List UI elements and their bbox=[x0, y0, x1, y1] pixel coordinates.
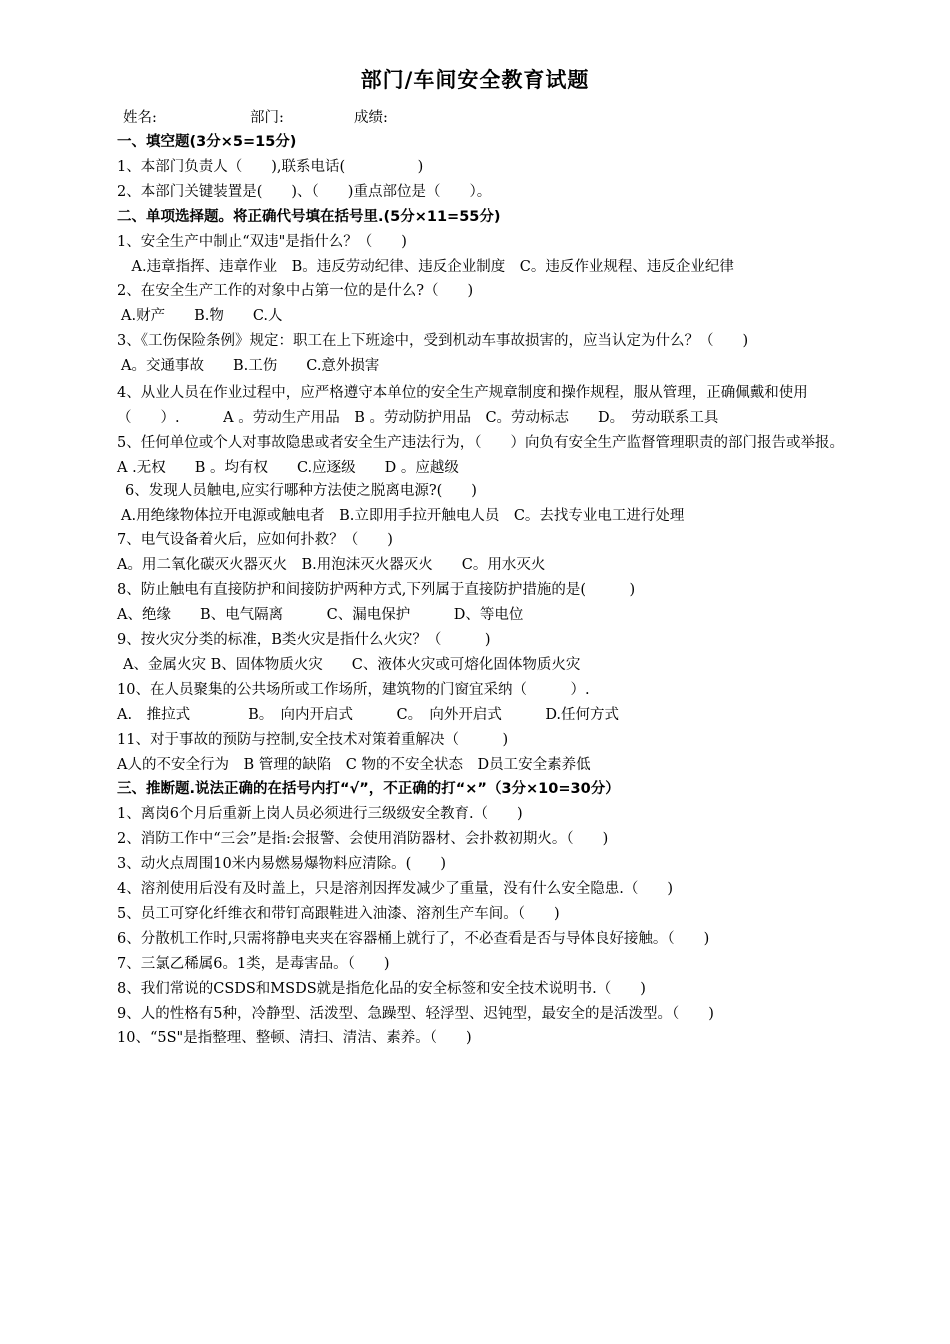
question-line: A人的不安全行为 B 管理的缺陷 C 物的不安全状态 D员工安全素养低 bbox=[117, 756, 591, 773]
question-line: 11、对于事故的预防与控制,安全技术对策着重解决（ ) bbox=[117, 731, 509, 748]
question-line: A.用绝缘物体拉开电源或触电者 B.立即用手拉开触电人员 C。去找专业电工进行处理 bbox=[121, 507, 685, 524]
section-heading: 一、填空题(3分×5=15分) bbox=[117, 134, 297, 150]
question-line: 9、按火灾分类的标准，B类火灾是指什么火灾？（ ) bbox=[117, 632, 491, 648]
question-line: 4、溶剂使用后没有及时盖上，只是溶剂因挥发减少了重量，没有什么安全隐患.（ ) bbox=[117, 881, 673, 897]
question-line: A.财产 B.物 C.人 bbox=[121, 308, 283, 325]
question-line: 9、人的性格有5种，冷静型、活泼型、急躁型、轻浮型、迟钝型，最安全的是活泼型。（ ) bbox=[117, 1005, 714, 1022]
question-line: 10、在人员聚集的公共场所或工作场所，建筑物的门窗宜采纳（ ）. bbox=[117, 681, 590, 698]
question-line: 6、分散机工作时,只需将静电夹夹在容器桶上就行了，不必查看是否与导体良好接触。（ ) bbox=[117, 930, 710, 947]
question-line: 3、动火点周围10米内易燃易爆物料应清除。( ) bbox=[117, 856, 446, 873]
question-line: 5、任何单位或个人对事故隐患或者安全生产违法行为，（ ）向负有安全生产监督管理职责的部门报告或举报。 A .无权 B 。均有权 C.应逐级 D 。应越级 bbox=[117, 434, 866, 476]
question-line: 4、从业人员在作业过程中，应严格遵守本单位的安全生产规章制度和操作规程，服从管理，正确佩戴和使用（ ）. A 。劳动生产用品 B 。劳动防护用品 C。劳动标志 D。 劳动联系工具 bbox=[117, 385, 808, 426]
question-line: 1、本部门负责人（ ),联系电话( ) bbox=[117, 158, 424, 175]
question-line: 8、防止触电有直接防护和间接防护两种方式,下列属于直接防护措施的是( ) bbox=[117, 582, 636, 599]
question-line: A、金属火灾 B、固体物质火灾 C、液体火灾或可熔化固体物质火灾 bbox=[123, 656, 581, 673]
question-line: A、绝缘 B、电气隔离 C、漏电保护 D、等电位 bbox=[117, 607, 524, 624]
student-info-row bbox=[117, 108, 837, 128]
section-heading: 三、推断题.说法正确的在括号内打“√”，不正确的打“×”（3分×10=30分） bbox=[117, 781, 620, 798]
question-line: 10、“5S"是指整理、整顿、清扫、清洁、素养。（ ) bbox=[117, 1030, 472, 1047]
question-line: 1、离岗6个月后重新上岗人员必须进行三级级安全教育.（ ) bbox=[117, 806, 523, 823]
question-line: 7、三氯乙稀属6。1类，是毒害品。（ ) bbox=[117, 955, 390, 972]
page-title: 部门/车间安全教育试题 bbox=[360, 68, 590, 92]
question-line: A。用二氧化碳灭火器灭火 B.用泡沫灭火器灭火 C。用水灭火 bbox=[117, 557, 546, 574]
question-line: 2、本部门关键装置是( )、（ )重点部位是（ ）。 bbox=[117, 183, 492, 200]
question-line: 8、我们常说的CSDS和MSDS就是指危化品的安全标签和安全技术说明书.（ ) bbox=[117, 980, 646, 997]
question-line: 6、发现人员触电,应实行哪种方法使之脱离电源?( ) bbox=[125, 482, 477, 499]
question-line: A. 推拉式 B。 向内开启式 C。 向外开启式 D.任何方式 bbox=[117, 706, 620, 723]
score-label: 成绩: bbox=[354, 110, 388, 126]
question-line: 5、员工可穿化纤维衣和带钉高跟鞋进入油漆、溶剂生产车间。（ ) bbox=[117, 905, 560, 922]
question-line: A.违章指挥、违章作业 B。违反劳动纪律、违反企业制度 C。违反作业规程、违反企业纪律 bbox=[117, 258, 734, 275]
section-heading: 二、单项选择题。将正确代号填在括号里.(5分×11=55分) bbox=[117, 208, 501, 225]
question-line: 7、电气设备着火后，应如何扑救？（ ) bbox=[117, 532, 393, 549]
question-line: 1、安全生产中制止“双违"是指什么？（ ) bbox=[117, 233, 407, 250]
question-line: 2、消防工作中“三会”是指:会报警、会使用消防器材、会扑救初期火。（ ) bbox=[117, 831, 609, 848]
name-label: 姓名: bbox=[123, 110, 157, 126]
question-line: 2、在安全生产工作的对象中占第一位的是什么?（ ) bbox=[117, 283, 474, 300]
question-line: A。交通事故 B.工伤 C.意外损害 bbox=[121, 358, 380, 375]
question-line: 3、《工伤保险条例》规定：职工在上下班途中，受到机动车事故损害的，应当认定为什么？（ ) bbox=[117, 333, 749, 350]
department-label: 部门: bbox=[250, 110, 284, 126]
